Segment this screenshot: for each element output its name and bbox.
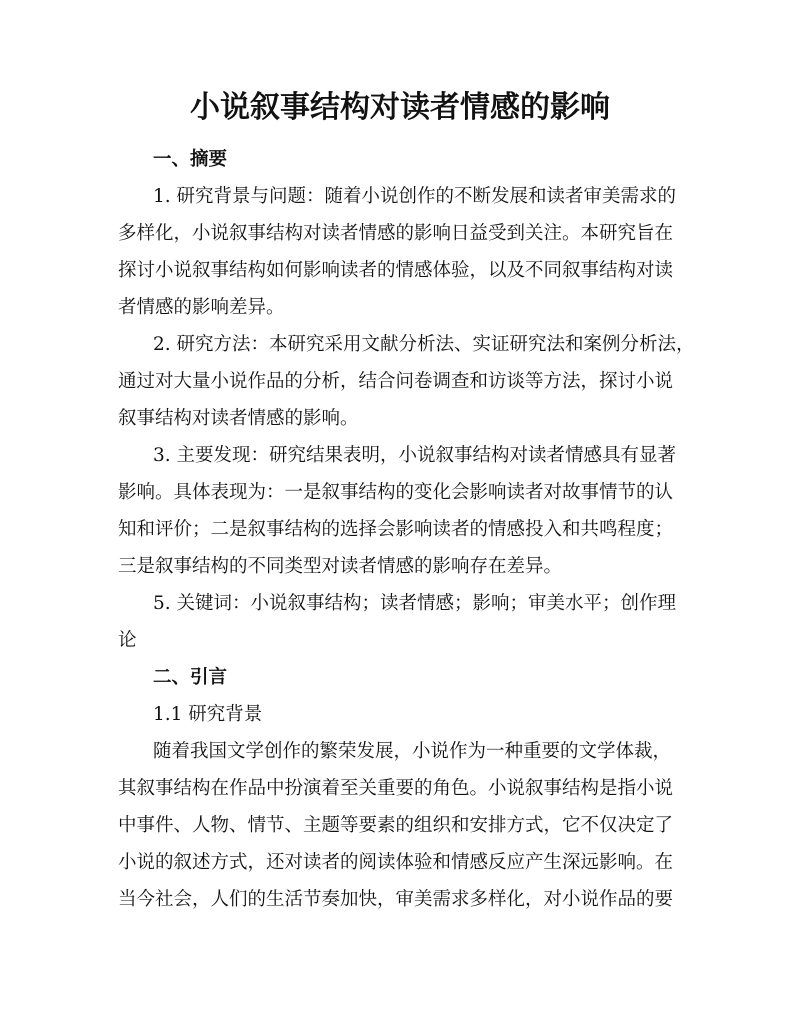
paragraph-line: 三是叙事结构的不同类型对读者情感的影响存在差异。 bbox=[118, 556, 563, 577]
paragraph-line: 当今社会，人们的生活节奏加快，审美需求多样化，对小说作品的要 bbox=[118, 889, 674, 910]
subsection-heading: 1.1 研究背景 bbox=[153, 704, 263, 725]
paragraph-line: 影响。具体表现为：一是叙事结构的变化会影响读者对故事情节的认 bbox=[118, 482, 674, 503]
paragraph-line: 多样化，小说叙事结构对读者情感的影响日益受到关注。本研究旨在 bbox=[118, 223, 674, 244]
paragraph-line: 2. 研究方法：本研究采用文献分析法、实证研究法和案例分析法， bbox=[153, 334, 695, 355]
paragraph-line: 1. 研究背景与问题：随着小说创作的不断发展和读者审美需求的 bbox=[153, 186, 677, 207]
paragraph-line: 5. 关键词：小说叙事结构；读者情感；影响；审美水平；创作理 bbox=[153, 593, 677, 614]
section-heading-introduction: 二、引言 bbox=[153, 667, 228, 688]
paragraph-line: 探讨小说叙事结构如何影响读者的情感体验，以及不同叙事结构对读 bbox=[118, 260, 674, 281]
paragraph-line: 叙事结构对读者情感的影响。 bbox=[118, 408, 359, 429]
paragraph-line: 其叙事结构在作品中扮演着至关重要的角色。小说叙事结构是指小说 bbox=[118, 778, 674, 799]
paragraph-line: 小说的叙述方式，还对读者的阅读体验和情感反应产生深远影响。在 bbox=[118, 852, 674, 873]
paragraph-line: 通过对大量小说作品的分析，结合问卷调查和访谈等方法，探讨小说 bbox=[118, 371, 674, 392]
paragraph-line: 中事件、人物、情节、主题等要素的组织和安排方式，它不仅决定了 bbox=[118, 815, 674, 836]
paragraph-line: 者情感的影响差异。 bbox=[118, 297, 285, 318]
paragraph-line: 论 bbox=[118, 630, 137, 651]
section-heading-abstract: 一、摘要 bbox=[153, 149, 228, 170]
paragraph-line: 3. 主要发现：研究结果表明，小说叙事结构对读者情感具有显著 bbox=[153, 445, 677, 466]
paragraph-line: 随着我国文学创作的繁荣发展，小说作为一种重要的文学体裁， bbox=[153, 741, 672, 762]
paragraph-line: 知和评价；二是叙事结构的选择会影响读者的情感投入和共鸣程度； bbox=[118, 519, 674, 540]
document-title: 小说叙事结构对读者情感的影响 bbox=[190, 90, 610, 125]
